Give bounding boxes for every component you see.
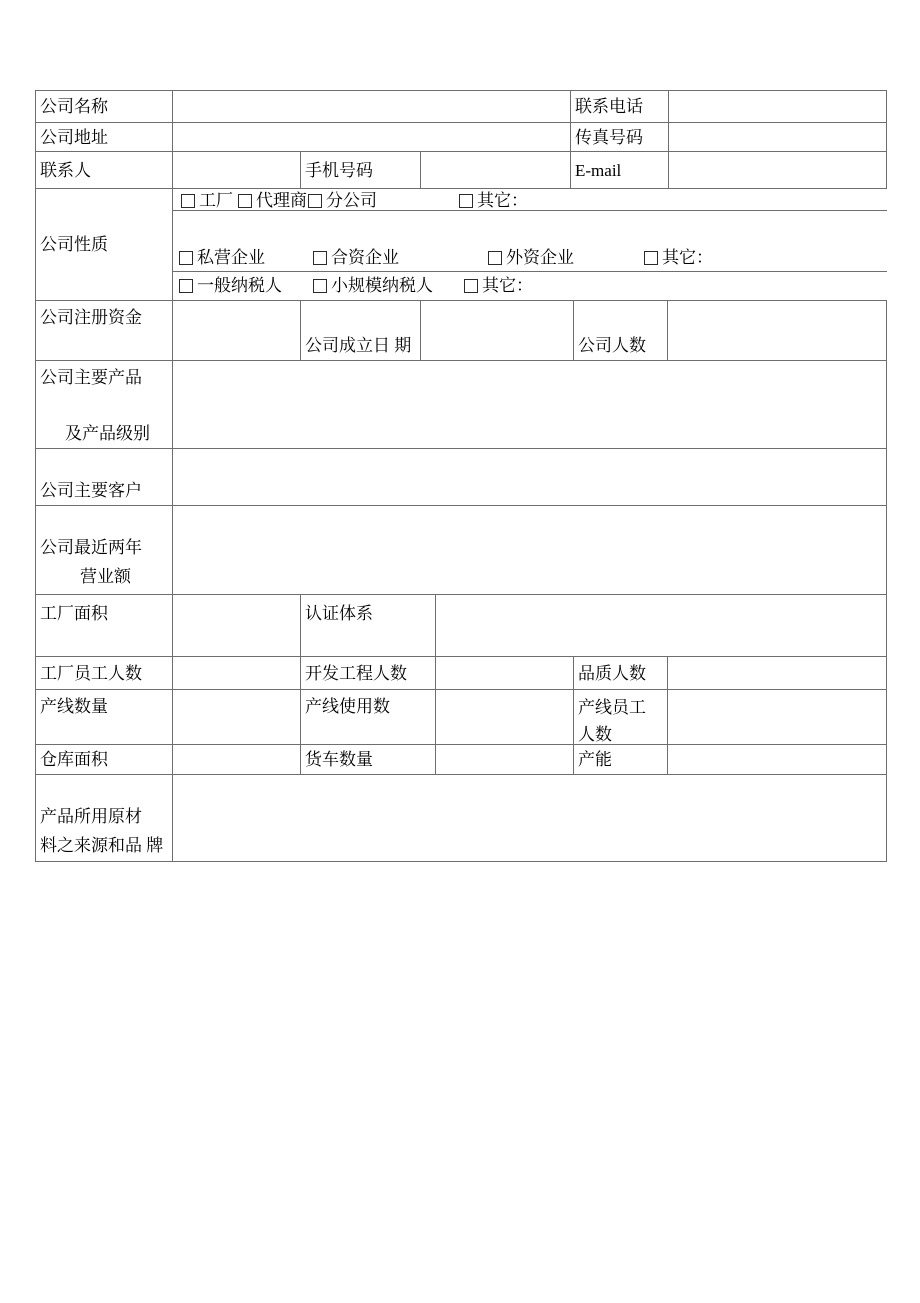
lines-in-use-label: 产线使用数 (301, 690, 436, 745)
dev-engineer-count-label: 开发工程人数 (301, 657, 436, 690)
company-headcount-label: 公司人数 (574, 301, 668, 361)
truck-count-label: 货车数量 (301, 745, 436, 775)
checkbox-option-factory[interactable] (181, 190, 233, 211)
checkbox-option-general-taxpayer[interactable] (179, 275, 282, 296)
contact-phone-field[interactable] (669, 91, 887, 123)
row-company-nature (36, 189, 887, 301)
company-headcount-field[interactable] (668, 301, 887, 361)
contact-person-field[interactable] (173, 152, 301, 189)
raw-materials-label-line1: 产品所用原材 (40, 807, 142, 826)
dev-engineer-count-field[interactable] (436, 657, 574, 690)
main-products-label-line1: 公司主要产品 (40, 368, 142, 387)
recent-revenue-label-line1: 公司最近两年 (40, 538, 142, 557)
checkbox-option-joint-venture[interactable] (313, 247, 399, 268)
row-production-lines (36, 690, 887, 745)
checkbox-icon[interactable] (459, 194, 473, 208)
fax-number-label: 传真号码 (571, 123, 669, 152)
checkbox-option-small-taxpayer[interactable] (313, 275, 433, 296)
recent-revenue-label-line2: 营业额 (80, 567, 131, 586)
checkbox-icon[interactable] (313, 251, 327, 265)
checkbox-option-other-taxpayer[interactable] (464, 275, 533, 296)
checkbox-option-other-ownership[interactable] (644, 247, 713, 268)
main-products-label-line2: 及产品级别 (65, 424, 150, 443)
checkbox-option-foreign-enterprise[interactable] (488, 247, 574, 268)
truck-count-field[interactable] (436, 745, 574, 775)
checkbox-icon[interactable] (488, 251, 502, 265)
checkbox-label: 外资企业 (506, 248, 574, 267)
checkbox-icon[interactable] (238, 194, 252, 208)
quality-staff-label: 品质人数 (574, 657, 668, 690)
mobile-number-field[interactable] (421, 152, 571, 189)
company-address-label: 公司地址 (36, 123, 173, 152)
contact-phone-label: 联系电话 (571, 91, 669, 123)
row-contact-person (36, 152, 887, 189)
email-field[interactable] (669, 152, 887, 189)
line-worker-label-line1: 产线员工 (578, 698, 646, 717)
checkbox-icon[interactable] (179, 279, 193, 293)
raw-materials-field[interactable] (173, 775, 887, 862)
checkbox-label: 分公司 (326, 191, 377, 210)
company-address-field[interactable] (173, 123, 571, 152)
checkbox-icon[interactable] (313, 279, 327, 293)
row-main-products (36, 361, 887, 449)
raw-materials-label-line2: 料之来源和品 牌 (40, 836, 164, 855)
row-registered-capital (36, 301, 887, 361)
company-nature-options (173, 189, 887, 301)
checkbox-option-private-enterprise[interactable] (179, 247, 265, 268)
factory-staff-label: 工厂员工人数 (36, 657, 173, 690)
checkbox-option-other-type[interactable] (459, 190, 528, 211)
nature-line-ownership (173, 211, 887, 272)
checkbox-label: 合资企业 (331, 248, 399, 267)
main-customers-label: 公司主要客户 (36, 449, 173, 506)
raw-materials-label (36, 775, 173, 862)
factory-area-label: 工厂面积 (36, 595, 173, 657)
warehouse-area-field[interactable] (173, 745, 301, 775)
fax-number-field[interactable] (669, 123, 887, 152)
checkbox-label: 小规模纳税人 (331, 276, 433, 295)
checkbox-label: 其它： (482, 276, 533, 295)
checkbox-label: 其它： (477, 191, 528, 210)
checkbox-label: 代理商 (256, 191, 307, 210)
contact-person-label: 联系人 (36, 152, 173, 189)
company-nature-label: 公司性质 (36, 189, 173, 301)
row-warehouse (36, 745, 887, 775)
checkbox-option-agent[interactable] (238, 190, 307, 211)
founding-date-label: 公司成立日 期 (301, 301, 421, 361)
row-raw-materials (36, 775, 887, 862)
checkbox-icon[interactable] (644, 251, 658, 265)
mobile-number-label: 手机号码 (301, 152, 421, 189)
email-label: E-mail (571, 152, 669, 189)
checkbox-icon[interactable] (181, 194, 195, 208)
checkbox-option-branch[interactable] (308, 190, 377, 211)
warehouse-area-label: 仓库面积 (36, 745, 173, 775)
lines-in-use-field[interactable] (436, 690, 574, 745)
row-company-address (36, 123, 887, 152)
checkbox-icon[interactable] (308, 194, 322, 208)
row-main-customers (36, 449, 887, 506)
nature-line-company-type (173, 189, 887, 211)
checkbox-icon[interactable] (464, 279, 478, 293)
recent-revenue-field[interactable] (173, 506, 887, 595)
checkbox-label: 私营企业 (197, 248, 265, 267)
registered-capital-label: 公司注册资金 (36, 301, 173, 361)
row-recent-revenue (36, 506, 887, 595)
company-info-form-table (35, 90, 887, 862)
checkbox-icon[interactable] (179, 251, 193, 265)
capacity-label: 产能 (574, 745, 668, 775)
recent-revenue-label (36, 506, 173, 595)
company-name-label: 公司名称 (36, 91, 173, 123)
factory-staff-field[interactable] (173, 657, 301, 690)
checkbox-label: 其它： (662, 248, 713, 267)
line-worker-label-line2: 人数 (578, 725, 612, 744)
company-name-field[interactable] (173, 91, 571, 123)
main-customers-field[interactable] (173, 449, 887, 506)
row-factory-staff (36, 657, 887, 690)
line-worker-count-label (574, 690, 668, 745)
main-products-field[interactable] (173, 361, 887, 449)
line-count-label: 产线数量 (36, 690, 173, 745)
certification-system-field[interactable] (436, 595, 887, 657)
main-products-label (36, 361, 173, 449)
row-factory-area (36, 595, 887, 657)
nature-line-taxpayer (173, 272, 887, 301)
certification-system-label: 认证体系 (301, 595, 436, 657)
line-count-field[interactable] (173, 690, 301, 745)
row-company-name (36, 91, 887, 123)
factory-area-field[interactable] (173, 595, 301, 657)
capacity-field[interactable] (668, 745, 887, 775)
registered-capital-field[interactable] (173, 301, 301, 361)
checkbox-label: 一般纳税人 (197, 276, 282, 295)
quality-staff-field[interactable] (668, 657, 887, 690)
line-worker-count-field[interactable] (668, 690, 887, 745)
checkbox-label: 工厂 (199, 191, 233, 210)
founding-date-field[interactable] (421, 301, 574, 361)
